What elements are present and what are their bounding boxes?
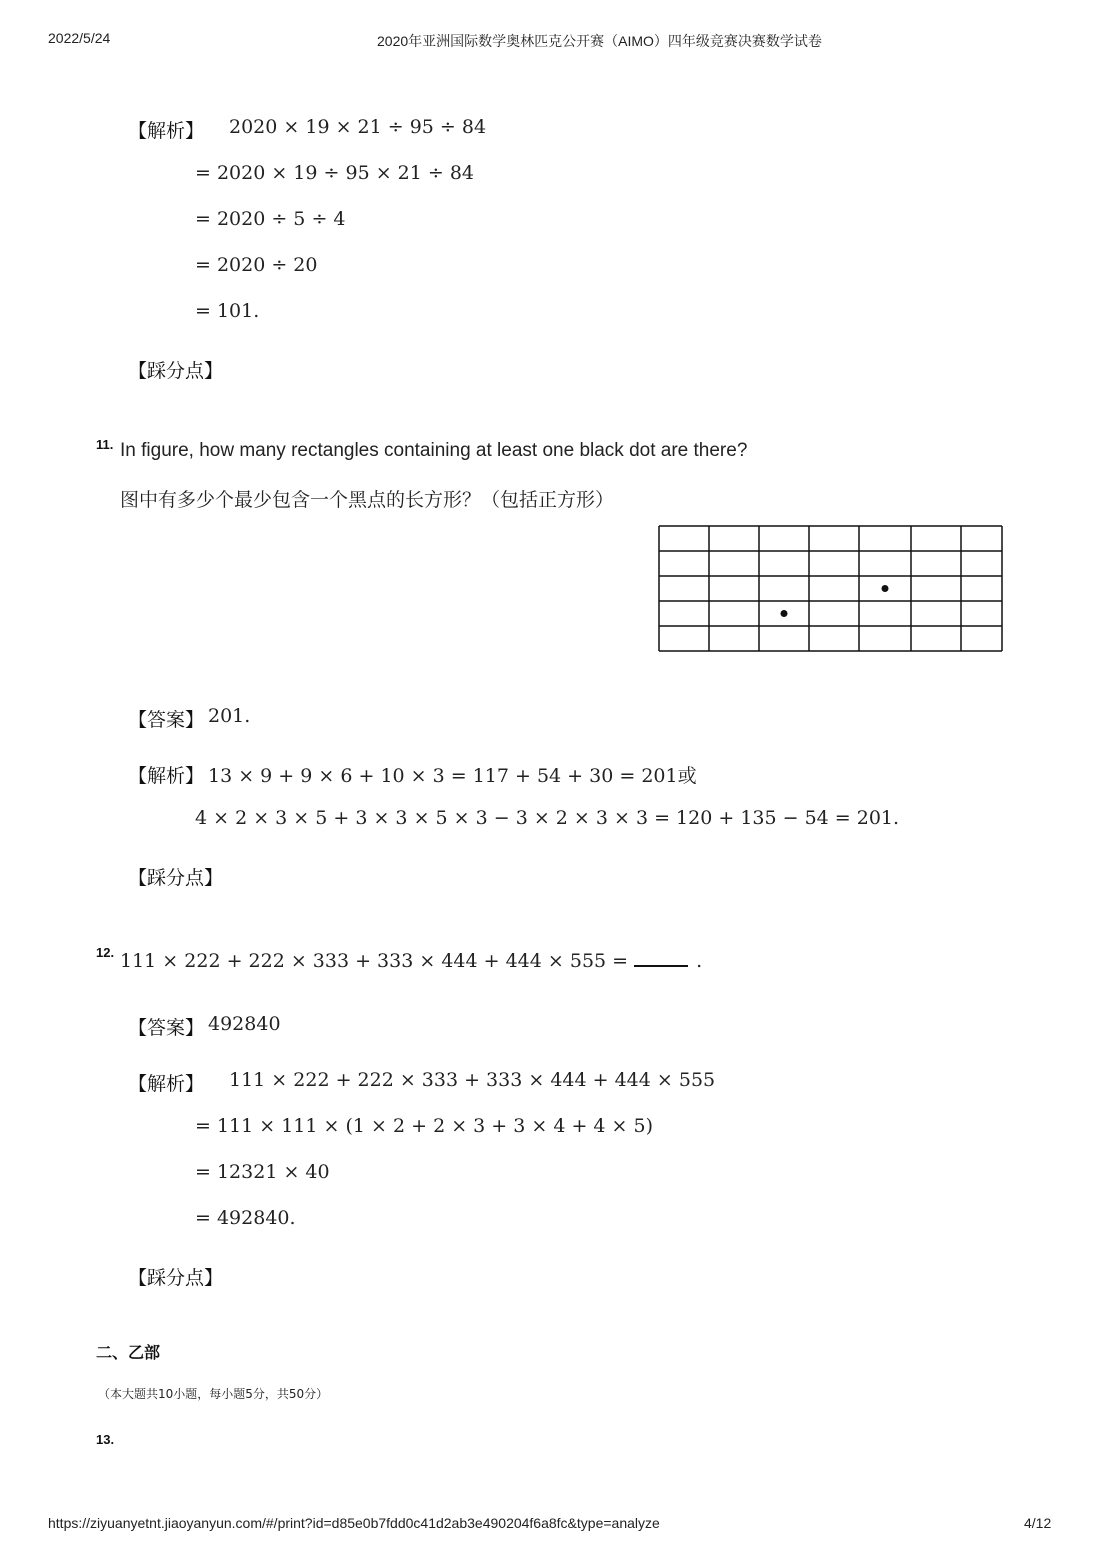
q10-analysis-label: 【解析】 (128, 120, 205, 142)
black-dot (781, 610, 788, 617)
q11-text-zh: 图中有多少个最少包含一个黑点的长方形？（包括正方形） (120, 489, 615, 511)
footer-url: https://ziyuanyetnt.jiaoyanyun.com/#/print?id=d85e0b7fdd0c41d2ab3e490204f6a8fc&type=analyze (48, 1515, 660, 1531)
page-number: 4/12 (1024, 1515, 1052, 1531)
q10-points-label: 【踩分点】 (128, 360, 224, 382)
q11-points-label: 【踩分点】 (128, 867, 224, 889)
q12-analysis-line-2: = 111 × 111 × (1 × 2 + 2 × 3 + 3 × 4 + 4 × 5) (195, 1115, 654, 1137)
q12-answer-label: 【答案】 (128, 1017, 205, 1039)
q10-analysis-line-2: = 2020 × 19 ÷ 95 × 21 ÷ 84 (195, 162, 475, 184)
section-title: 二、乙部 (96, 1343, 161, 1362)
q12-text-end: . (696, 950, 703, 972)
q11-answer-label: 【答案】 (128, 709, 205, 731)
section-note: （本大题共10小题，每小题5分，共50分） (98, 1387, 329, 1401)
q11-analysis-expr-1: 13 × 9 + 9 × 6 + 10 × 3 = 117 + 54 + 30 = 201 (208, 765, 678, 787)
q12-number: 12. (96, 945, 115, 960)
q12-answer-blank (634, 949, 688, 967)
q12-analysis-line-3: = 12321 × 40 (195, 1161, 330, 1183)
q10-analysis-line-4: = 2020 ÷ 20 (195, 254, 318, 276)
q12-question (120, 949, 702, 972)
q11-answer: 201. (208, 705, 251, 727)
page-title: 2020年亚洲国际数学奥林匹克公开赛（AIMO）四年级竞赛决赛数学试卷 (377, 33, 822, 49)
print-date: 2022/5/24 (48, 30, 111, 46)
q11-text-en: In figure, how many rectangles containing at least one black dot are there? (120, 440, 748, 461)
q12-analysis-line-1: 111 × 222 + 222 × 333 + 333 × 444 + 444 × 555 (229, 1069, 716, 1091)
q12-analysis-label: 【解析】 (128, 1073, 205, 1095)
q11-analysis-line-2: 4 × 2 × 3 × 5 + 3 × 3 × 5 × 3 − 3 × 2 × 3 × 3 = 120 + 135 − 54 = 201. (195, 807, 900, 829)
q11-number: 11. (96, 437, 114, 452)
q12-analysis-line-4: = 492840. (195, 1207, 296, 1229)
q10-analysis-line-1: 2020 × 19 × 21 ÷ 95 ÷ 84 (229, 116, 487, 138)
q12-text: 111 × 222 + 222 × 333 + 333 × 444 + 444 × 555 = (120, 950, 629, 972)
q11-analysis-or: 或 (677, 765, 697, 787)
q11-analysis-line-1 (208, 761, 697, 788)
q11-dot-grid (658, 525, 1004, 653)
q10-analysis-line-5: = 101. (195, 300, 260, 322)
q12-answer: 492840 (208, 1013, 281, 1035)
q11-analysis-label: 【解析】 (128, 765, 205, 787)
q12-points-label: 【踩分点】 (128, 1267, 224, 1289)
black-dot (882, 585, 889, 592)
q13-number: 13. (96, 1432, 115, 1447)
q10-analysis-line-3: = 2020 ÷ 5 ÷ 4 (195, 208, 346, 230)
